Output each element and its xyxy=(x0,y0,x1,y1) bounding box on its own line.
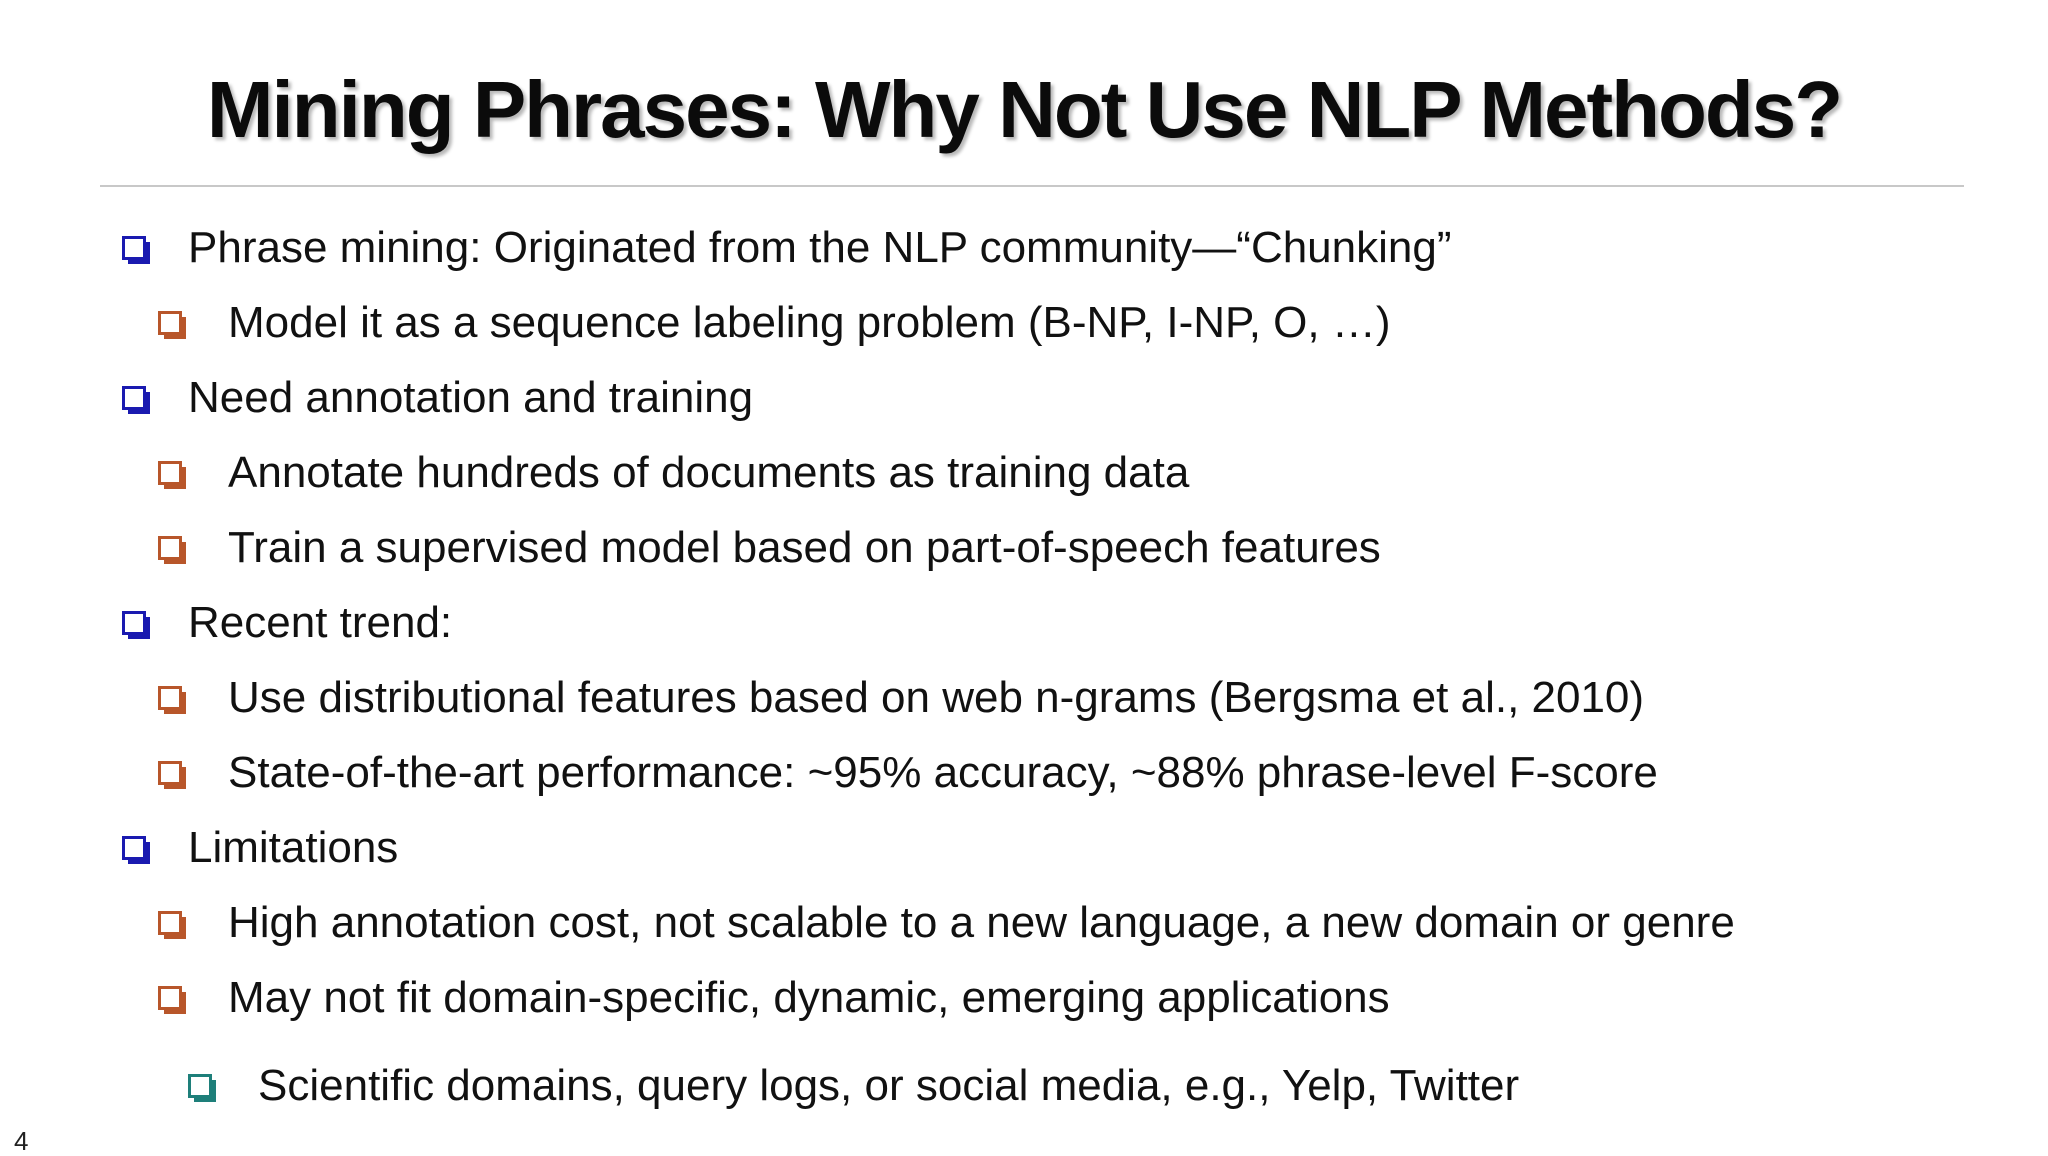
bullet-item xyxy=(158,745,1658,801)
square-bullet-icon xyxy=(122,386,146,410)
page-number: 4 xyxy=(14,1126,29,1156)
square-bullet-icon xyxy=(158,686,182,710)
square-bullet-icon xyxy=(158,986,182,1010)
bullet-item xyxy=(122,370,753,426)
bullet-item xyxy=(158,895,1735,951)
bullet-text: Limitations xyxy=(188,823,399,872)
bullet-item xyxy=(122,220,1452,276)
bullet-item xyxy=(158,970,1390,1026)
bullet-text: Annotate hundreds of documents as training data xyxy=(228,448,1190,497)
bullet-text: Scientific domains, query logs, or social media, e.g., Yelp, Twitter xyxy=(258,1061,1520,1110)
bullet-item xyxy=(158,520,1381,576)
bullet-text: Phrase mining: Originated from the NLP community—“Chunking” xyxy=(188,223,1452,272)
square-bullet-icon xyxy=(188,1074,212,1098)
bullet-item xyxy=(122,595,452,651)
bullet-text: State-of-the-art performance: ~95% accuracy, ~88% phrase-level F-score xyxy=(228,748,1658,797)
bullet-item xyxy=(122,820,398,876)
square-bullet-icon xyxy=(122,836,146,860)
square-bullet-icon xyxy=(158,461,182,485)
bullet-text: Train a supervised model based on part-of-speech features xyxy=(228,523,1381,572)
bullet-text: High annotation cost, not scalable to a new language, a new domain or genre xyxy=(228,898,1735,947)
square-bullet-icon xyxy=(122,236,146,260)
bullet-item xyxy=(158,295,1390,351)
bullet-text: Recent trend: xyxy=(188,598,453,647)
bullet-item xyxy=(158,445,1189,501)
square-bullet-icon xyxy=(158,761,182,785)
slide-title: Mining Phrases: Why Not Use NLP Methods? xyxy=(206,65,1842,154)
square-bullet-icon xyxy=(122,611,146,635)
square-bullet-icon xyxy=(158,311,182,335)
square-bullet-icon xyxy=(158,911,182,935)
bullet-item xyxy=(158,670,1644,726)
square-bullet-icon xyxy=(158,536,182,560)
bullet-item xyxy=(188,1058,1519,1114)
bullet-text: Use distributional features based on web n-grams (Bergsma et al., 2010) xyxy=(228,673,1645,722)
bullet-text: Model it as a sequence labeling problem (B-NP, I-NP, O, …) xyxy=(228,298,1391,347)
bullet-text: Need annotation and training xyxy=(188,373,754,422)
bullet-text: May not fit domain-specific, dynamic, emerging applications xyxy=(228,973,1390,1022)
